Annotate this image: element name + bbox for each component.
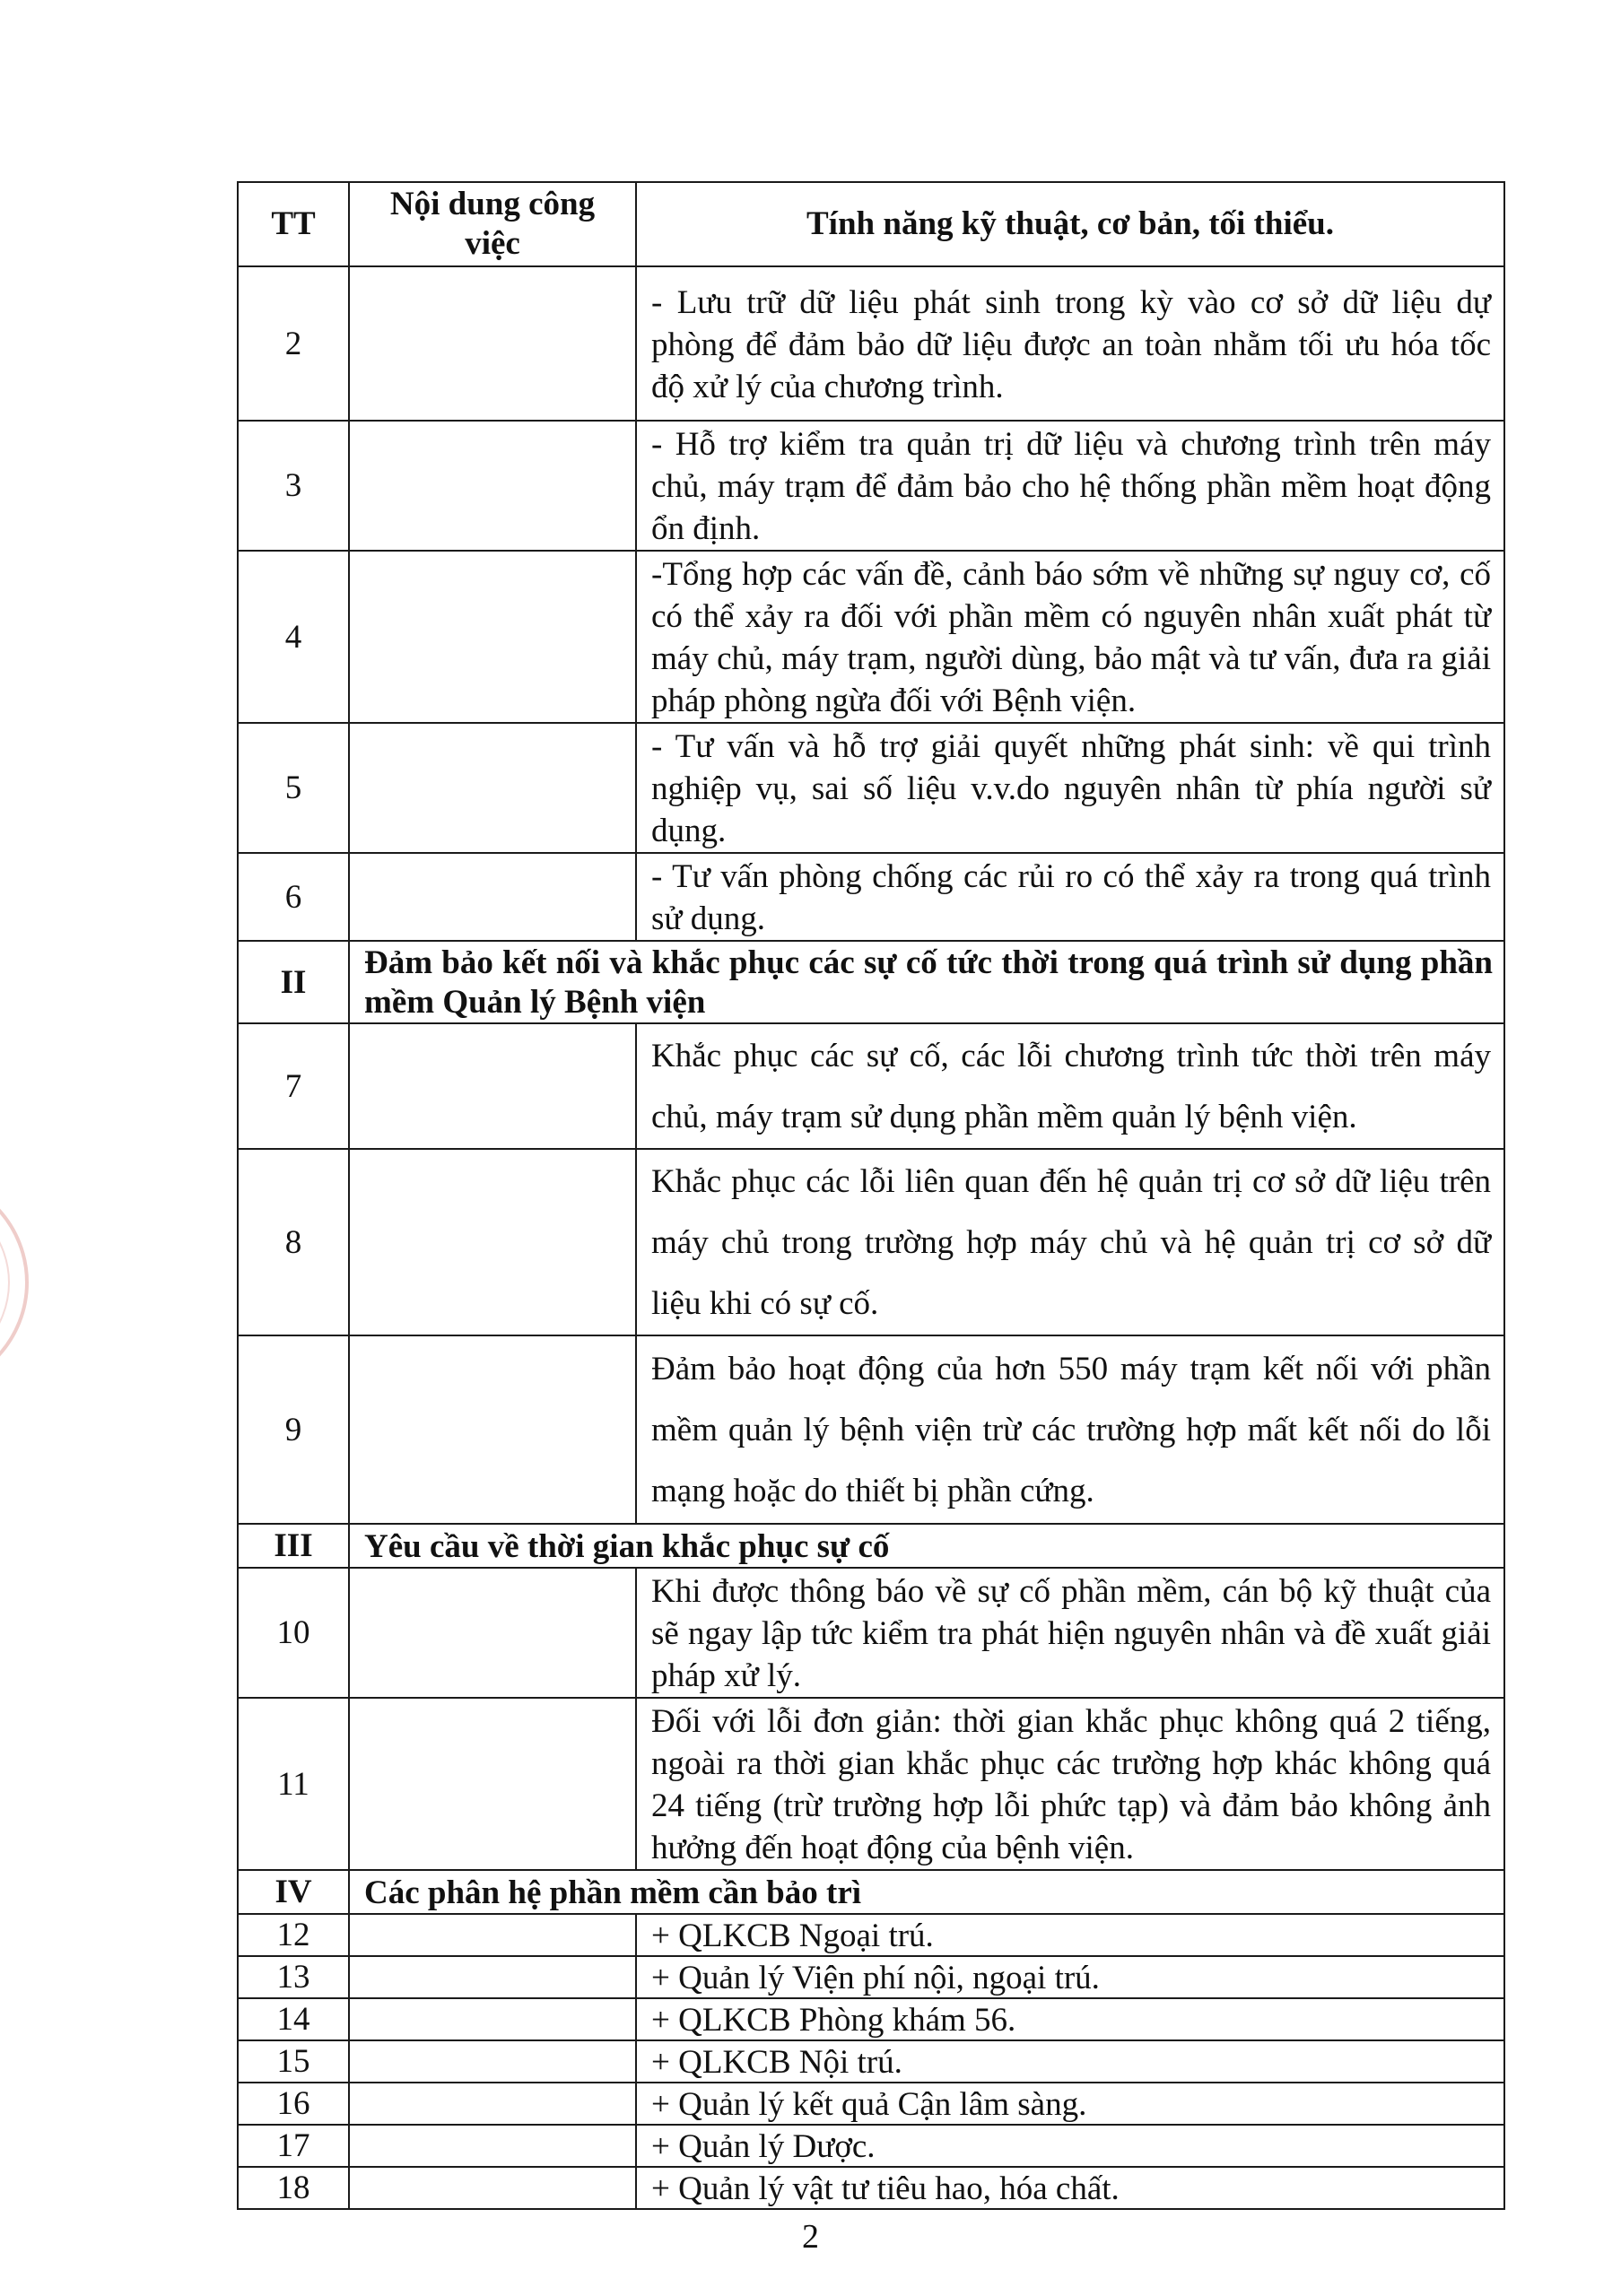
row-number: 8 [238, 1149, 349, 1335]
row-spec-text: Đảm bảo hoạt động của hơn 550 máy trạm kết nối với phần mềm quản lý bệnh viện trừ các trường hợp mất kết nối do lỗi mạng hoặc do thiết bị phần cứng. [636, 1335, 1504, 1524]
row-spec-text: + Quản lý Viện phí nội, ngoại trú. [636, 1956, 1504, 1998]
row-content-cell [349, 266, 636, 421]
row-number: 16 [238, 2083, 349, 2125]
row-spec-text: - Lưu trữ dữ liệu phát sinh trong kỳ vào cơ sở dữ liệu dự phòng để đảm bảo dữ liệu được an toàn nhằm tối ưu hóa tốc độ xử lý của chương trình. [636, 266, 1504, 421]
section-row [238, 941, 1504, 1023]
row-number: 7 [238, 1023, 349, 1149]
row-spec-text: Khi được thông báo về sự cố phần mềm, cán bộ kỹ thuật của sẽ ngay lập tức kiểm tra phát hiện nguyên nhân và đề xuất giải pháp xử lý. [636, 1568, 1504, 1698]
row-number: 9 [238, 1335, 349, 1524]
table-row [238, 2125, 1504, 2167]
row-spec-text: + Quản lý kết quả Cận lâm sàng. [636, 2083, 1504, 2125]
table-row [238, 2167, 1504, 2209]
row-content-cell [349, 1568, 636, 1698]
row-spec-text: - Tư vấn và hỗ trợ giải quyết những phát sinh: về qui trình nghiệp vụ, sai số liệu v.v.do nguyên nhân từ phía người sử dụng. [636, 723, 1504, 853]
table-row [238, 2083, 1504, 2125]
section-title: Các phân hệ phần mềm cần bảo trì [349, 1870, 1504, 1914]
row-content-cell [349, 1698, 636, 1870]
section-title: Yêu cầu về thời gian khắc phục sự cố [349, 1524, 1504, 1568]
row-content-cell [349, 1956, 636, 1998]
row-spec-text: + Quản lý vật tư tiêu hao, hóa chất. [636, 2167, 1504, 2209]
table-header-row [238, 182, 1504, 266]
row-number: 6 [238, 853, 349, 941]
row-spec-text: + QLKCB Ngoại trú. [636, 1914, 1504, 1956]
row-content-cell [349, 853, 636, 941]
table-row [238, 1568, 1504, 1698]
row-number: 15 [238, 2040, 349, 2083]
maintenance-spec-table [237, 181, 1505, 2210]
row-spec-text: Khắc phục các lỗi liên quan đến hệ quản trị cơ sở dữ liệu trên máy chủ trong trường hợp máy chủ và hệ quản trị cơ sở dữ liệu khi có sự cố. [636, 1149, 1504, 1335]
row-spec-text: Đối với lỗi đơn giản: thời gian khắc phục không quá 2 tiếng, ngoài ra thời gian khắc phục các trường hợp khác không quá 24 tiếng (trừ trường hợp lỗi phức tạp) và đảm bảo không ảnh hưởng đến hoạt động của bệnh viện. [636, 1698, 1504, 1870]
row-content-cell [349, 2125, 636, 2167]
row-content-cell [349, 1998, 636, 2040]
row-number: 10 [238, 1568, 349, 1698]
row-number: 12 [238, 1914, 349, 1956]
table-row [238, 1335, 1504, 1524]
row-number: 5 [238, 723, 349, 853]
table-row [238, 1998, 1504, 2040]
row-number: 14 [238, 1998, 349, 2040]
row-number: 17 [238, 2125, 349, 2167]
row-spec-text: - Hỗ trợ kiểm tra quản trị dữ liệu và chương trình trên máy chủ, máy trạm để đảm bảo cho hệ thống phần mềm hoạt động ổn định. [636, 421, 1504, 551]
header-tt: TT [238, 182, 349, 266]
row-spec-text: + Quản lý Dược. [636, 2125, 1504, 2167]
row-content-cell [349, 1023, 636, 1149]
row-number: 3 [238, 421, 349, 551]
table-row [238, 1023, 1504, 1149]
row-spec-text: - Tư vấn phòng chống các rủi ro có thể xảy ra trong quá trình sử dụng. [636, 853, 1504, 941]
row-content-cell [349, 2083, 636, 2125]
table-row [238, 1914, 1504, 1956]
section-number: III [238, 1524, 349, 1568]
table-row [238, 723, 1504, 853]
table-row [238, 853, 1504, 941]
section-number: IV [238, 1870, 349, 1914]
row-spec-text: Khắc phục các sự cố, các lỗi chương trình tức thời trên máy chủ, máy trạm sử dụng phần mềm quản lý bệnh viện. [636, 1023, 1504, 1149]
row-content-cell [349, 723, 636, 853]
table-row [238, 1698, 1504, 1870]
section-title: Đảm bảo kết nối và khắc phục các sự cố tức thời trong quá trình sử dụng phần mềm Quản lý Bệnh viện [349, 941, 1504, 1023]
row-number: 2 [238, 266, 349, 421]
table-row [238, 421, 1504, 551]
header-noi-dung: Nội dung công việc [349, 182, 636, 266]
row-content-cell [349, 551, 636, 723]
row-spec-text: + QLKCB Nội trú. [636, 2040, 1504, 2083]
section-number: II [238, 941, 349, 1023]
row-content-cell [349, 1149, 636, 1335]
row-spec-text: + QLKCB Phòng khám 56. [636, 1998, 1504, 2040]
red-stamp-fragment [0, 1166, 81, 1399]
row-content-cell [349, 421, 636, 551]
section-row [238, 1870, 1504, 1914]
row-number: 18 [238, 2167, 349, 2209]
table-row [238, 2040, 1504, 2083]
row-content-cell [349, 1914, 636, 1956]
row-number: 11 [238, 1698, 349, 1870]
table-row [238, 1956, 1504, 1998]
row-number: 4 [238, 551, 349, 723]
table-row [238, 551, 1504, 723]
row-spec-text: -Tổng hợp các vấn đề, cảnh báo sớm về những sự nguy cơ, cố có thể xảy ra đối với phần mềm có nguyên nhân xuất phát từ máy chủ, máy trạm, người dùng, bảo mật và tư vấn, đưa ra giải pháp phòng ngừa đối với Bệnh viện. [636, 551, 1504, 723]
row-content-cell [349, 2040, 636, 2083]
row-number: 13 [238, 1956, 349, 1998]
table-row [238, 1149, 1504, 1335]
row-content-cell [349, 2167, 636, 2209]
header-tinh-nang: Tính năng kỹ thuật, cơ bản, tối thiểu. [636, 182, 1504, 266]
row-content-cell [349, 1335, 636, 1524]
page-number: 2 [802, 2218, 819, 2256]
table-row [238, 266, 1504, 421]
section-row [238, 1524, 1504, 1568]
